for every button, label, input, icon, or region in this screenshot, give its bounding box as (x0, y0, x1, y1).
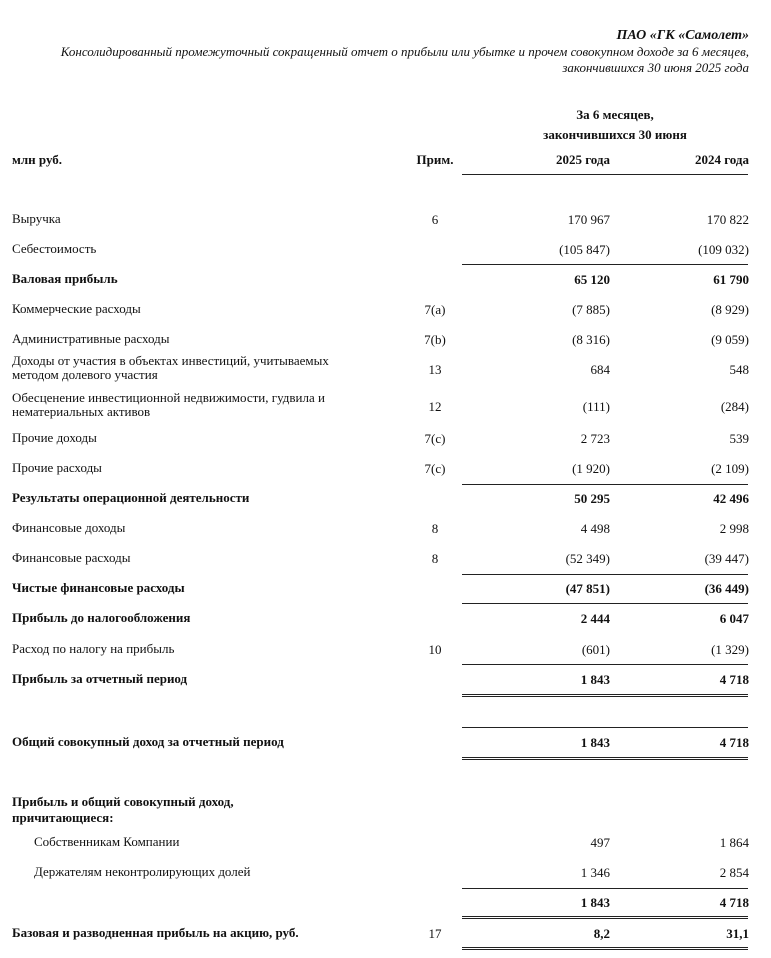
row-label: Финансовые расходы (12, 550, 131, 565)
row-note: 13 (428, 362, 442, 377)
table-row (12, 272, 749, 294)
table-row (12, 735, 749, 757)
table-row (12, 354, 749, 386)
table-row (12, 794, 749, 828)
table-row (12, 642, 749, 664)
table-row (12, 212, 749, 234)
value-2024: 2 854 (719, 865, 749, 880)
value-2024: 4 718 (719, 735, 749, 750)
table-row (12, 521, 749, 543)
table-row (12, 242, 749, 264)
table-row (12, 302, 749, 324)
value-2024: (109 032) (698, 242, 749, 257)
table-row (12, 461, 749, 483)
subtotal-rule (462, 574, 748, 575)
value-2024: (2 109) (711, 461, 749, 476)
value-2024: 42 496 (713, 491, 749, 506)
row-label: Прибыль до налогообложения (12, 610, 191, 625)
row-label: Чистые финансовые расходы (12, 580, 185, 595)
value-2024: 4 718 (719, 672, 749, 687)
value-2025: (111) (582, 399, 610, 414)
total-double-rule (462, 694, 748, 697)
value-2025: 1 346 (580, 865, 610, 880)
row-label: Общий совокупный доход за отчетный период (12, 734, 284, 749)
subtotal-rule (462, 603, 748, 604)
value-2024: 1 864 (719, 835, 749, 850)
table-row (12, 611, 749, 633)
value-2025: 8,2 (593, 926, 610, 941)
row-label: Финансовые доходы (12, 520, 126, 535)
table-row (12, 865, 749, 887)
value-2024: (36 449) (704, 581, 749, 596)
table-row (12, 431, 749, 453)
value-2024: 170 822 (706, 212, 749, 227)
subtotal-rule (462, 484, 748, 485)
value-2025: 684 (590, 362, 610, 377)
value-2025: 170 967 (567, 212, 610, 227)
row-label: Прочие расходы (12, 460, 102, 475)
row-note: 10 (428, 642, 442, 657)
statement-title: Консолидированный промежуточный сокращенный отчет о прибыли или убытке и прочем совокупном доходе за 6 месяцев, закончившихся 30 июня 2025 года (60, 44, 749, 75)
row-note: 7(c) (424, 461, 446, 476)
value-2024: 2 998 (719, 521, 749, 536)
value-2025: 1 843 (580, 895, 610, 910)
table-row (12, 581, 749, 603)
value-2024: (1 329) (711, 642, 749, 657)
row-label: Расход по налогу на прибыль (12, 641, 175, 656)
row-note: 12 (428, 399, 442, 414)
row-note: 7(a) (424, 302, 446, 317)
table-row (12, 926, 749, 948)
value-2025: 2 444 (580, 611, 610, 626)
row-note: 8 (431, 521, 439, 536)
subtotal-rule (462, 727, 748, 728)
value-2025: (105 847) (559, 242, 610, 257)
value-2025: 4 498 (580, 521, 610, 536)
row-note: 6 (431, 212, 439, 227)
value-2024: (8 929) (711, 302, 749, 317)
table-row (12, 672, 749, 694)
value-2025: 65 120 (574, 272, 610, 287)
note-column-header: Прим. (416, 152, 454, 167)
year-2024-header: 2024 года (694, 152, 749, 167)
row-label: Коммерческие расходы (12, 301, 141, 316)
table-row (12, 551, 749, 573)
value-2024: (284) (720, 399, 749, 414)
value-2024: 6 047 (719, 611, 749, 626)
row-label: Держателям неконтролирующих долей (34, 864, 251, 879)
units-label: млн руб. (12, 152, 63, 167)
table-row (12, 491, 749, 513)
value-2024: 61 790 (713, 272, 749, 287)
table-row (12, 895, 749, 917)
row-label: Административные расходы (12, 331, 170, 346)
value-2024: (9 059) (711, 332, 749, 347)
row-label: Выручка (12, 211, 61, 226)
value-2025: (52 349) (565, 551, 610, 566)
row-note: 8 (431, 551, 439, 566)
value-2024: 4 718 (719, 895, 749, 910)
row-label: Базовая и разводненная прибыль на акцию, руб. (12, 925, 299, 940)
table-row (12, 332, 749, 354)
value-2024: 31,1 (726, 926, 749, 941)
row-label: Прибыль за отчетный период (12, 671, 188, 686)
value-2025: 1 843 (580, 735, 610, 750)
total-double-rule (462, 916, 748, 919)
row-label: Прибыль и общий совокупный доход, причитающиеся: (12, 794, 234, 825)
value-2024: (39 447) (704, 551, 749, 566)
row-label: Результаты операционной деятельности (12, 490, 250, 505)
row-note: 7(c) (424, 431, 446, 446)
value-2024: 539 (729, 431, 749, 446)
value-2025: (8 316) (572, 332, 610, 347)
row-label: Обесценение инвестиционной недвижимости, гудвила и нематериальных активов (12, 390, 325, 419)
period-header-line2: закончившихся 30 июня (543, 127, 687, 142)
row-label: Доходы от участия в объектах инвестиций, учитываемых методом долевого участия (12, 353, 329, 382)
company-name: ПАО «ГК «Самолет» (616, 28, 749, 43)
row-label: Прочие доходы (12, 430, 97, 445)
table-row (12, 391, 749, 423)
row-label: Собственникам Компании (34, 834, 180, 849)
subtotal-rule (462, 888, 748, 889)
value-2025: (601) (581, 642, 610, 657)
row-note: 17 (428, 926, 442, 941)
table-row (12, 835, 749, 857)
value-2025: 50 295 (574, 491, 610, 506)
total-double-rule (462, 757, 748, 760)
year-2025-header: 2025 года (555, 152, 610, 167)
value-2025: 2 723 (580, 431, 610, 446)
header-rule (462, 174, 748, 175)
value-2024: 548 (729, 362, 749, 377)
row-note: 7(b) (424, 332, 446, 347)
value-2025: (47 851) (565, 581, 610, 596)
subtotal-rule (462, 664, 748, 665)
value-2025: (7 885) (572, 302, 610, 317)
value-2025: 1 843 (580, 672, 610, 687)
row-label: Валовая прибыль (12, 271, 118, 286)
total-double-rule (462, 947, 748, 950)
period-header-line1: За 6 месяцев, (576, 107, 654, 122)
value-2025: (1 920) (572, 461, 610, 476)
subtotal-rule (462, 264, 748, 265)
row-label: Себестоимость (12, 241, 97, 256)
value-2025: 497 (590, 835, 610, 850)
